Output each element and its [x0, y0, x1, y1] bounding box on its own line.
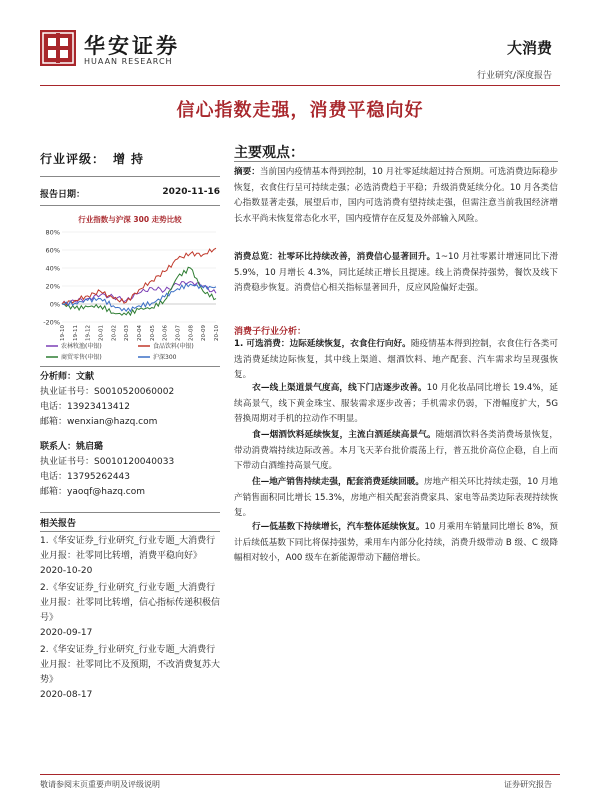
footer-divider [40, 774, 560, 775]
analyst-email-line [40, 415, 220, 430]
related-report-item[interactable] [40, 581, 220, 641]
optional-consumption-paragraph [234, 337, 558, 384]
related-report-text: 1.《华安证券_行业研究_行业专题_大消费行业月报：社零同比转增，消费平稳向好》 [40, 536, 216, 561]
report-date [40, 187, 220, 200]
related-reports-list [40, 534, 220, 703]
housing-headline: 住—地产销售持续走强，配套消费延续回暖。 [252, 477, 424, 487]
sub-industry-header: 消费子行业分析： [234, 327, 307, 337]
analyst-header: 分析师： [40, 372, 77, 382]
contact-line [40, 440, 220, 455]
report-title: 信心指数走强，消费平稳向好 [176, 100, 424, 121]
x-tick-label: 20-10 [214, 325, 220, 341]
analyst-phone: 13923413412 [67, 402, 131, 412]
y-tick-label: 0% [49, 300, 60, 309]
related-report-date: 2020-09-17 [40, 628, 93, 638]
contact-phone-label: 电话： [40, 472, 68, 482]
main-points-header: 主要观点： [234, 145, 304, 161]
x-tick-label: 20-08 [188, 325, 195, 341]
food-paragraph [234, 428, 558, 475]
series-line [62, 248, 216, 305]
clothing-paragraph [234, 381, 558, 428]
analyst-line [40, 370, 220, 385]
contact-phone-line [40, 470, 220, 485]
food-headline: 食—烟酒饮料延续恢复，主流白酒延续高景气。 [252, 430, 436, 440]
x-tick-label: 19-12 [85, 325, 92, 341]
y-tick-label: 20% [45, 282, 60, 291]
industry-rating [40, 150, 220, 167]
rating-divider [40, 176, 220, 177]
chart-title: 行业指数与沪深 300 走势比较 [78, 215, 182, 224]
optional-consumption-lead: 1. 可选消费： [234, 339, 290, 349]
optional-consumption-headline: 边际延续恢复，衣食住行向好。 [289, 339, 411, 349]
date-label: 报告日期： [40, 190, 86, 200]
analyst-phone-line [40, 400, 220, 415]
contact-email-label: 邮箱： [40, 487, 68, 497]
contact-cert-label: 执业证书号： [40, 457, 95, 467]
analyst-email[interactable]: wenxian@hazq.com [67, 417, 158, 427]
related-reports-header: 相关报告 [40, 519, 77, 529]
related-report-item[interactable] [40, 643, 220, 703]
legend-label: 沪深300 [153, 354, 177, 361]
travel-text: 10 月乘用车销量同比增长 8%，预计后续低基数下同比将保持强势，乘用车内部分化持续，消费升级带动 B 级、C 级降幅相对较小，A00 级车在新能源带动下翻倍增长。 [234, 522, 558, 564]
clothing-headline: 衣—线上渠道景气度高，线下门店逐步改善。 [252, 383, 427, 393]
contact-phone: 13795262443 [67, 472, 131, 482]
index-comparison-chart [40, 226, 220, 362]
related-divider-bottom [40, 531, 220, 532]
related-report-date: 2020-08-17 [40, 690, 93, 700]
legend-label: 商贸零售(申银) [61, 354, 102, 361]
logo-text: 华安证券 [84, 33, 180, 58]
analyst-block [40, 370, 220, 430]
x-tick-label: 20-01 [98, 325, 105, 341]
overview-label: 消费总览： [234, 252, 278, 262]
x-tick-label: 20-09 [201, 325, 208, 341]
related-report-text: 2.《华安证券_行业研究_行业专题_大消费行业月报：社零同比不及预期，不改消费复苏大势》 [40, 645, 221, 685]
x-tick-label: 20-05 [149, 325, 156, 341]
footer-label: 证券研究报告 [504, 780, 552, 789]
abstract-label: 摘要： [234, 167, 260, 177]
rating-label: 行业评级： [40, 152, 106, 166]
contact-email-line [40, 485, 220, 500]
contact-cert-line [40, 455, 220, 470]
food-text: 随烟酒饮料各类消费场景恢复，带动消费端持续边际改善。本月飞天茅台批价震荡上行，普五批价高位企稳，自上而下带动白酒维持高景气度。 [234, 430, 558, 472]
related-report-item[interactable] [40, 534, 220, 579]
housing-text: 房地产相关环比持续走强，10 月地产销售面积同比增长 15.3%，房地产相关配套消费家具、家电等品类边际表现持续恢复。 [234, 477, 558, 519]
y-tick-label: 40% [45, 264, 60, 273]
sector-name: 大消费 [506, 39, 552, 57]
overview-text: 1~10 月社零累计增速同比下滑 5.9%，10 月增长 4.3%，同比延续正增长且提速。线上消费保持强势，餐饮及线下消费稳步恢复。消费信心相关指标显著回升，反应风险偏好走强。 [234, 252, 558, 294]
chart-divider [40, 366, 220, 367]
legend-label: 食品饮料(申银) [153, 343, 194, 350]
contact-name: 姚启璐 [76, 442, 104, 452]
y-tick-label: 60% [45, 246, 60, 255]
analyst-email-label: 邮箱： [40, 417, 68, 427]
analyst-cert-label: 执业证书号： [40, 387, 95, 397]
header-divider [40, 85, 560, 86]
legend-label: 农林牧渔(申银) [61, 343, 102, 350]
x-tick-label: 19-10 [60, 325, 66, 341]
related-report-text: 2.《华安证券_行业研究_行业专题_大消费行业月报：社零同比转增，信心指标传递积极信号》 [40, 583, 221, 623]
report-type: 行业研究/深度报告 [476, 71, 552, 81]
analyst-cert-line [40, 385, 220, 400]
x-tick-label: 20-06 [162, 325, 169, 341]
logo-mark [40, 30, 76, 66]
optional-consumption-text: 随疫情基本得到控制，衣食住行各类可选消费延续边际恢复，其中线上渠道、烟酒饮料、地产配套、汽车需求均呈现强恢复。 [234, 339, 558, 381]
main-points-divider [234, 161, 558, 162]
abstract-text: 当前国内疫情基本得到控制，10 月社零延续超过持合预期。可选消费边际稳步恢复，衣食住行呈可持续走强；必选消费趋于平稳；升级消费延续分化。10 月各类信心指数显著走强，展望后市，国内可选消费有望持续走强，但需注意当前我国经济增长水平尚未恢复常态化水平，国内疫情存在反复及外部输入风险。 [234, 167, 558, 224]
contact-email[interactable]: yaoqf@hazq.com [67, 487, 145, 497]
analyst-cert: S0010520060002 [94, 387, 175, 397]
x-tick-label: 20-04 [137, 325, 143, 341]
x-tick-label: 20-03 [124, 325, 131, 341]
footer-disclaimer: 敬请参阅末页重要声明及评级说明 [40, 780, 160, 789]
contact-cert: S0010120040033 [94, 457, 175, 467]
date-divider [40, 205, 220, 206]
x-tick-label: 20-02 [111, 325, 118, 341]
y-tick-label: 80% [45, 228, 60, 237]
clothing-text: 10 月化妆品同比增长 19.4%，延续高景气，线下黄金珠宝、服装需求逐步改善；手机需求仍弱，下滑幅度扩大，5G 替换周期对手机的拉动作不明显。 [234, 383, 558, 425]
abstract-paragraph [234, 165, 558, 227]
housing-paragraph [234, 475, 558, 522]
contact-block [40, 440, 220, 500]
y-tick-label: -20% [43, 318, 60, 327]
x-tick-label: 20-07 [175, 325, 182, 341]
travel-paragraph [234, 520, 558, 567]
related-divider-top [40, 512, 220, 513]
date-value: 2020-11-16 [162, 187, 220, 197]
travel-headline: 行—低基数下持续增长，汽车整体延续恢复。 [252, 522, 425, 532]
overview-paragraph [234, 250, 558, 297]
contact-header: 联系人： [40, 442, 77, 452]
logo-english: HUAAN RESEARCH [84, 57, 173, 66]
series-line [62, 267, 216, 315]
related-report-date: 2020-10-20 [40, 566, 93, 576]
analyst-phone-label: 电话： [40, 402, 68, 412]
analyst-name: 文献 [76, 372, 95, 382]
x-tick-label: 19-11 [72, 325, 79, 341]
overview-headline: 社零环比持续改善，消费信心显著回升。 [277, 252, 436, 262]
rating-value: 增持 [113, 152, 150, 166]
